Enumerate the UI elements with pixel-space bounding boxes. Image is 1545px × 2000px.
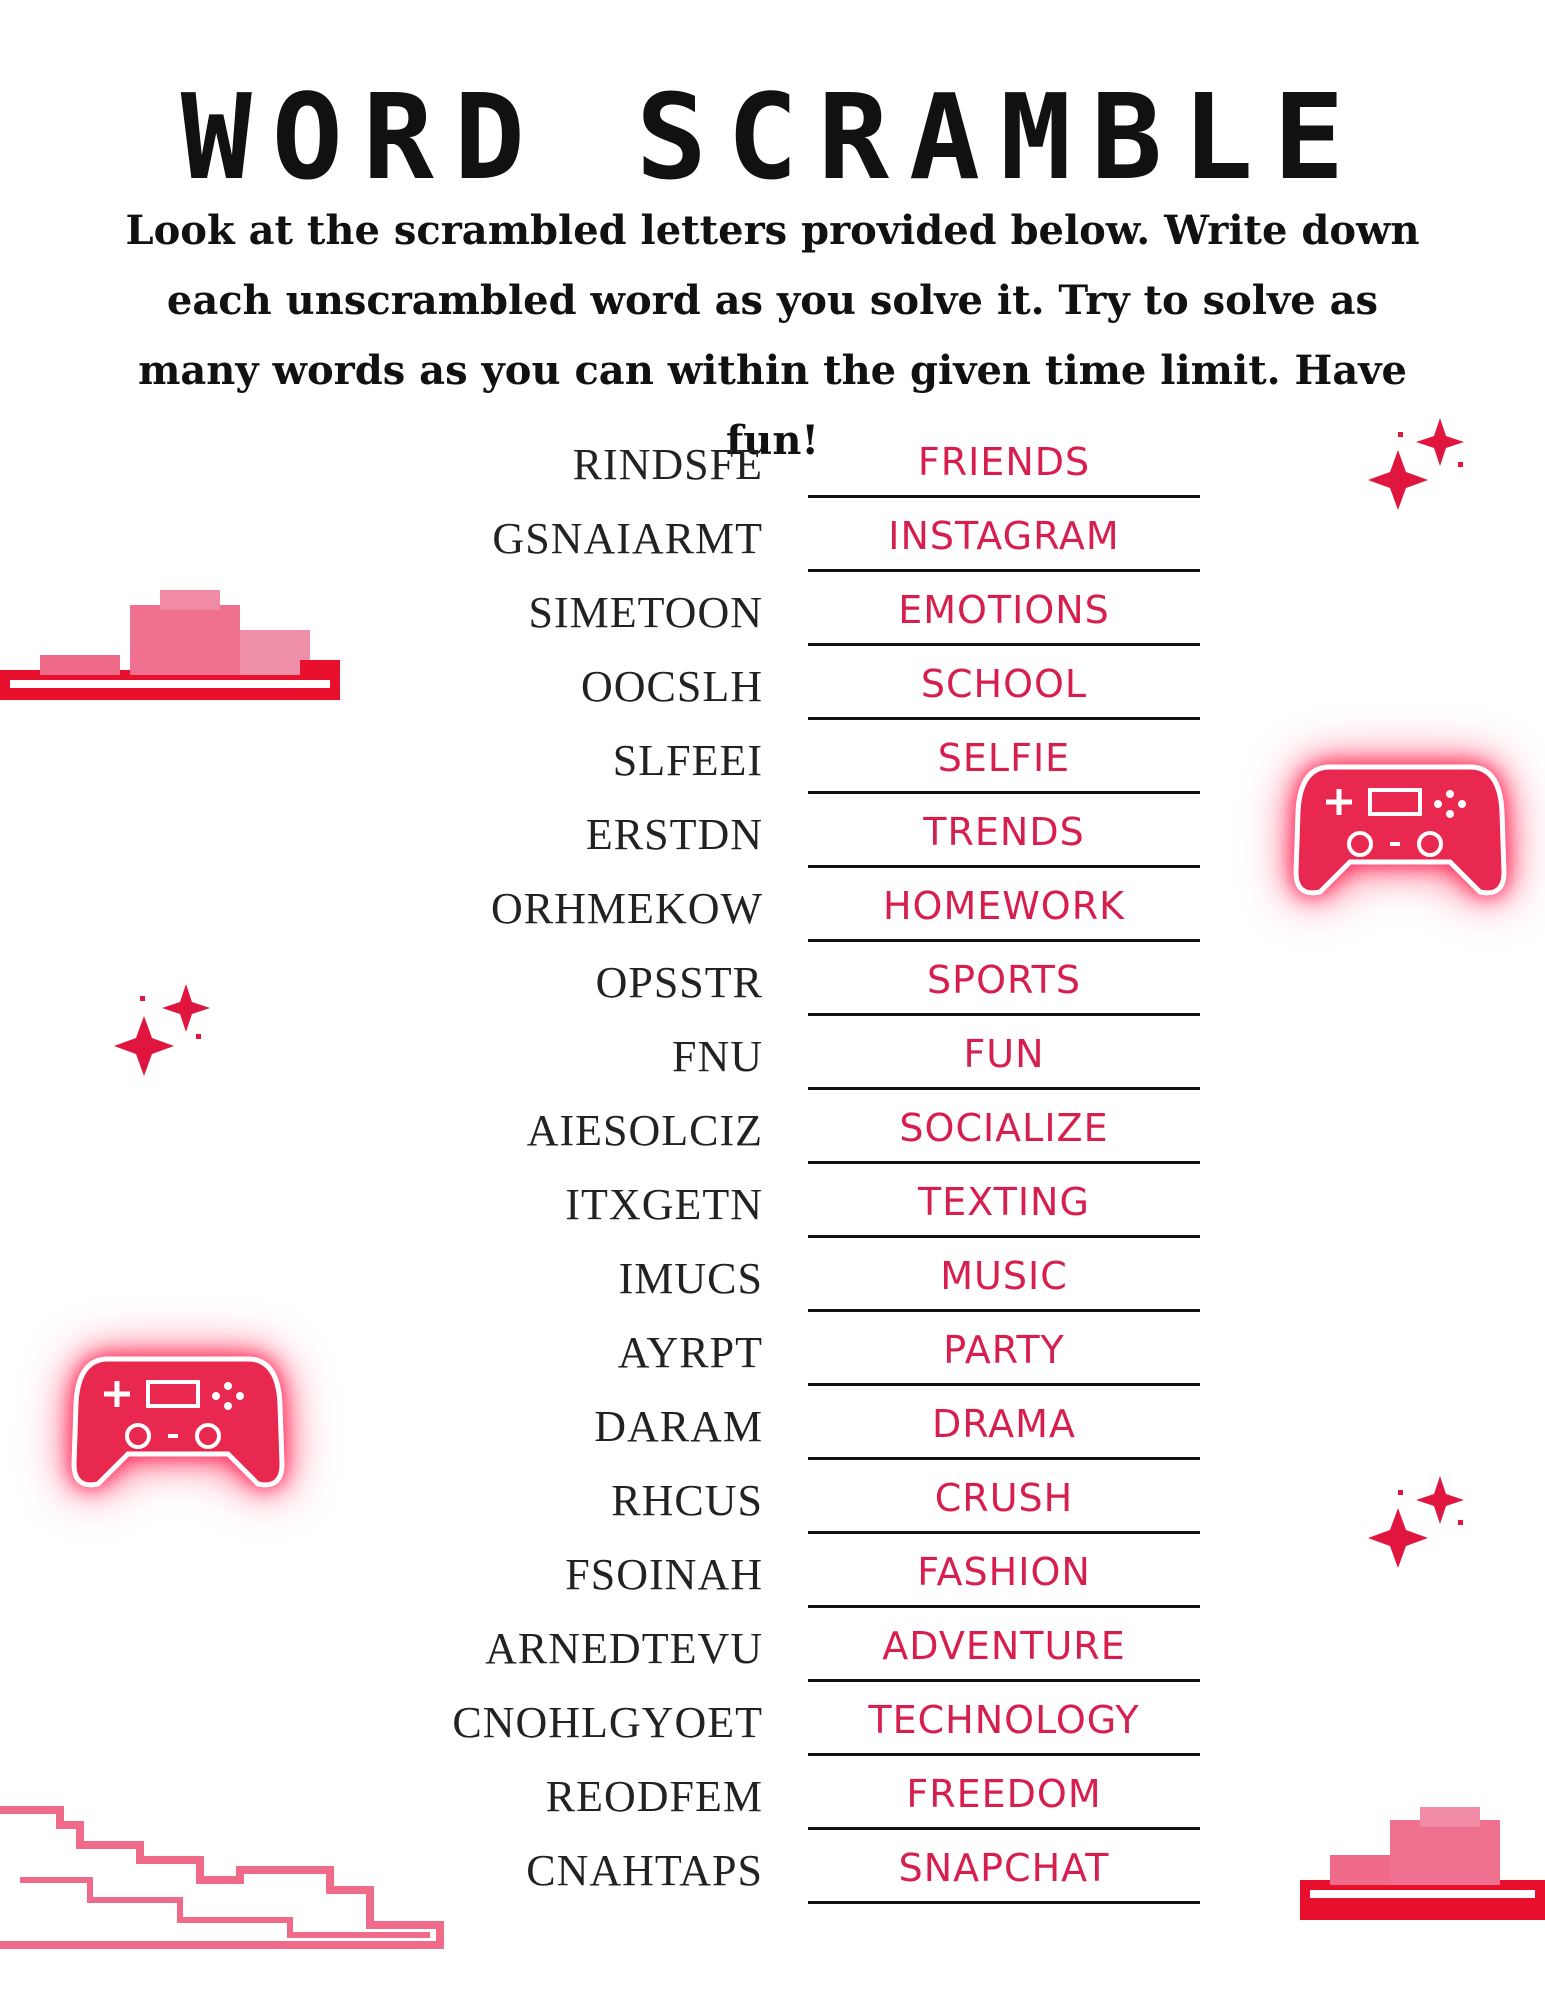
answer-word: SNAPCHAT — [898, 1846, 1110, 1890]
answer-word: CRUSH — [934, 1476, 1074, 1520]
answer-word: FASHION — [917, 1550, 1091, 1594]
answer-word: ADVENTURE — [882, 1624, 1126, 1668]
answer-word: FRIENDS — [917, 440, 1091, 484]
answer-word: SCHOOL — [920, 662, 1088, 706]
word-row — [0, 578, 1545, 652]
page-title: WORD SCRAMBLE — [180, 68, 1365, 206]
word-row — [0, 504, 1545, 578]
answer-word: HOMEWORK — [882, 884, 1126, 928]
answer-word: TECHNOLOGY — [868, 1698, 1140, 1742]
scrambled-word: GSNAIARMT — [492, 514, 763, 563]
scrambled-word: REODFEM — [545, 1772, 763, 1821]
scrambled-word: AIESOLCIZ — [526, 1106, 763, 1155]
answer-word: EMOTIONS — [898, 588, 1110, 632]
answer-word: TRENDS — [923, 810, 1085, 854]
word-row — [0, 1836, 1545, 1910]
word-row — [0, 1614, 1545, 1688]
answer-word: MUSIC — [940, 1254, 1068, 1298]
scrambled-word: AYRPT — [617, 1328, 763, 1377]
word-row — [0, 1466, 1545, 1540]
word-row — [0, 1540, 1545, 1614]
instructions: Look at the scrambled letters provided below. Write down each unscrambled word as you solve it. Try to solve as many words as you can within the given time limit. Have fun! — [125, 207, 1420, 464]
scrambled-word: IMUCS — [618, 1254, 763, 1303]
word-row — [0, 1170, 1545, 1244]
scrambled-word: RINDSFE — [572, 440, 763, 489]
answer-word: FREEDOM — [906, 1772, 1102, 1816]
word-row — [0, 874, 1545, 948]
scrambled-word: SIMETOON — [528, 588, 763, 637]
word-row — [0, 1318, 1545, 1392]
answer-word: TEXTING — [918, 1180, 1090, 1224]
word-row — [0, 1096, 1545, 1170]
word-row — [0, 800, 1545, 874]
scrambled-word: ORHMEKOW — [491, 884, 763, 933]
answer-word: SELFIE — [937, 736, 1071, 780]
scrambled-word: ARNEDTEVU — [485, 1624, 763, 1673]
scrambled-word: FSOINAH — [565, 1550, 763, 1599]
scrambled-word: FNU — [671, 1032, 763, 1081]
scrambled-word: OPSSTR — [595, 958, 763, 1007]
scrambled-word: CNAHTAPS — [526, 1846, 763, 1895]
answer-word: SPORTS — [927, 958, 1081, 1002]
word-row — [0, 430, 1545, 504]
answer-word: FUN — [963, 1032, 1045, 1076]
scrambled-word: SLFEEI — [612, 736, 763, 785]
word-row — [0, 1762, 1545, 1836]
word-row — [0, 1392, 1545, 1466]
word-row — [0, 1022, 1545, 1096]
word-row — [0, 1688, 1545, 1762]
scrambled-word: CNOHLGYOET — [452, 1698, 763, 1747]
scrambled-word: RHCUS — [611, 1476, 763, 1525]
word-row — [0, 1244, 1545, 1318]
word-row — [0, 652, 1545, 726]
scrambled-word: ERSTDN — [585, 810, 763, 859]
scrambled-word: ITXGETN — [565, 1180, 763, 1229]
answer-word: PARTY — [943, 1328, 1065, 1372]
word-row — [0, 948, 1545, 1022]
answer-word: DRAMA — [932, 1402, 1076, 1446]
scrambled-word: OOCSLH — [580, 662, 763, 711]
word-row — [0, 726, 1545, 800]
answer-word: INSTAGRAM — [888, 514, 1120, 558]
scrambled-word: DARAM — [594, 1402, 763, 1451]
answer-word: SOCIALIZE — [899, 1106, 1109, 1150]
